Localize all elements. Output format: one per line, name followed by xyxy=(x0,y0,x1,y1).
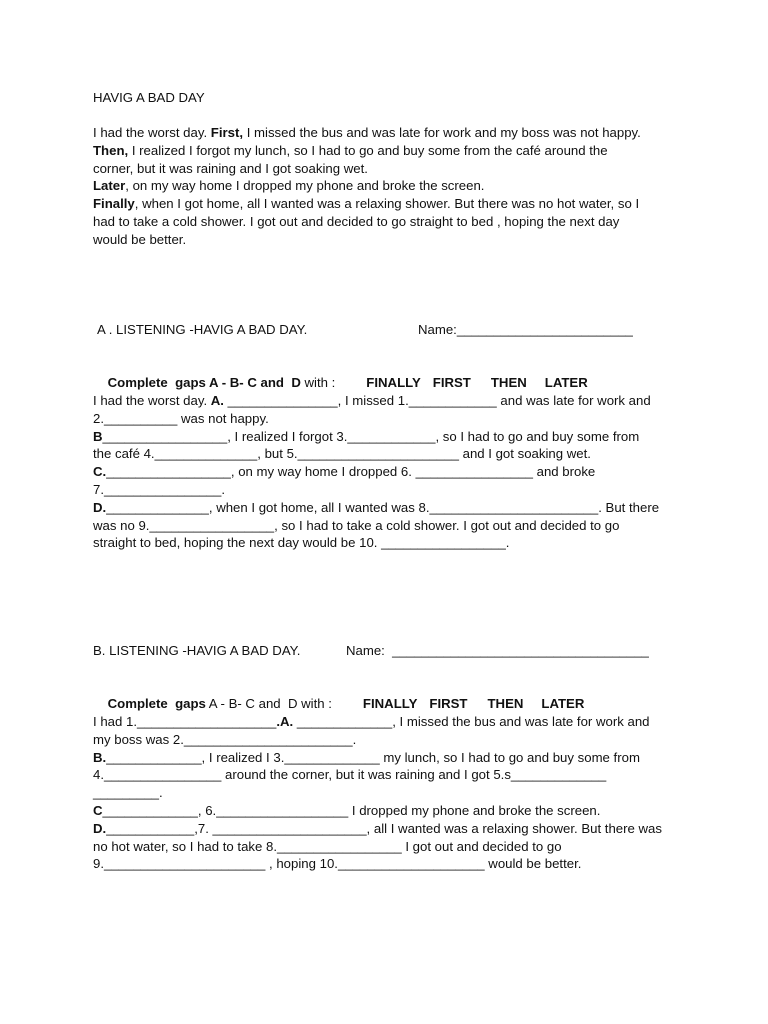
text-run: no hot water, so I had to take 8._________________ I got out and decided to go xyxy=(93,838,562,854)
text-run: _________________, on my way home I dropped 6. ________________ and broke xyxy=(106,464,596,480)
text-run: I missed the bus and was late for work and my boss was not happy. xyxy=(243,125,641,140)
text-line xyxy=(93,428,683,446)
text-run: ____________,7. _____________________, all I wanted was a relaxing shower. But there was xyxy=(106,820,662,836)
text-run: _______________, I missed 1.____________ and was late for work and xyxy=(223,393,651,408)
bold-text: C. xyxy=(93,464,107,480)
text-line xyxy=(93,445,683,463)
word-bank-item: FIRST xyxy=(429,695,468,711)
text-run: 4.________________ around the corner, but it was raining and I got 5.s_____________ xyxy=(93,767,607,783)
text-line xyxy=(93,499,683,517)
bold-text: D. xyxy=(93,820,107,836)
word-bank-item: FINALLY xyxy=(362,695,418,711)
instruction-rest: with : xyxy=(300,374,336,390)
bold-text: B xyxy=(93,428,103,444)
text-run: would be better. xyxy=(93,231,187,247)
word-bank-item: LATER xyxy=(541,695,585,711)
section-b-gap-text xyxy=(93,713,683,873)
text-line xyxy=(93,534,683,552)
text-run: I had the worst day. xyxy=(93,125,211,140)
text-line xyxy=(93,517,683,535)
text-run: 9.______________________ , hoping 10.____________________ would be better. xyxy=(93,856,582,872)
text-run: _________. xyxy=(93,785,163,801)
text-run: , when I got home, all I wanted was a relaxing shower. But there was no hot water, so I xyxy=(134,196,640,212)
word-bank-item: LATER xyxy=(544,374,588,390)
word-bank-item: THEN xyxy=(490,374,527,390)
text-line xyxy=(93,713,683,731)
text-line xyxy=(93,855,683,873)
bold-text: D. xyxy=(93,499,107,515)
text-run: I had 1.___________________ xyxy=(93,714,277,729)
text-line xyxy=(93,784,683,802)
text-run: _____________, 6.__________________ I dropped my phone and broke the screen. xyxy=(102,802,601,818)
text-run: the café 4.______________, but 5.______________________ and I got soaking wet. xyxy=(93,446,591,462)
bold-text: Later xyxy=(93,178,126,194)
text-run: 2.__________ was not happy. xyxy=(93,410,269,426)
text-run: ______________, when I got home, all I wanted was 8._______________________. But there xyxy=(106,499,660,515)
text-run: I had the worst day. xyxy=(93,393,211,408)
section-a-gap-text xyxy=(93,392,683,552)
text-line xyxy=(93,481,683,499)
text-run: 7.________________. xyxy=(93,481,226,497)
word-bank-item: FINALLY xyxy=(366,374,421,390)
text-run: straight to bed, hoping the next day would be 10. _________________. xyxy=(93,535,510,551)
bold-text: .A. xyxy=(276,714,294,729)
section-a-name-field: Name:________________________ xyxy=(418,322,633,337)
bold-text: C xyxy=(93,802,103,818)
text-line xyxy=(93,802,683,820)
text-line xyxy=(93,160,683,178)
bold-text: First, xyxy=(210,125,244,140)
word-bank-item: THEN xyxy=(487,695,524,711)
text-line xyxy=(93,177,683,195)
bold-text: Finally xyxy=(93,196,135,212)
word-bank-item: FIRST xyxy=(432,374,471,390)
text-line xyxy=(93,124,683,142)
instruction-bold: Complete gaps A - B- C and D xyxy=(107,374,301,390)
text-line xyxy=(93,766,683,784)
instruction-bold: Complete gaps xyxy=(107,695,206,711)
text-run: was no 9._________________, so I had to take a cold shower. I got out and decided to go xyxy=(93,517,620,533)
bold-text: Then, xyxy=(93,142,129,158)
text-run: , on my way home I dropped my phone and broke the screen. xyxy=(125,178,485,194)
text-line xyxy=(93,820,683,838)
text-run: my boss was 2._______________________. xyxy=(93,731,357,747)
text-line xyxy=(93,142,683,160)
text-line xyxy=(93,231,683,249)
text-line xyxy=(93,731,683,749)
text-line xyxy=(93,195,683,213)
page-title: HAVIG A BAD DAY xyxy=(93,90,205,105)
section-b-name-field: Name: ___________________________________ xyxy=(346,643,649,658)
section-b-heading: B. LISTENING -HAVIG A BAD DAY. xyxy=(93,643,301,658)
text-line xyxy=(93,392,683,410)
text-run: I realized I forgot my lunch, so I had to go and buy some from the café around the xyxy=(128,142,608,158)
section-a-heading: A . LISTENING -HAVIG A BAD DAY. xyxy=(97,322,308,337)
text-line xyxy=(93,838,683,856)
word-bank-b xyxy=(363,695,584,713)
instruction-rest: A - B- C and D with : xyxy=(205,695,332,711)
text-line xyxy=(93,213,683,231)
story-paragraph xyxy=(93,124,683,249)
bold-text: A. xyxy=(210,393,224,408)
text-run: _____________, I realized I 3._____________ my lunch, so I had to go and buy some from xyxy=(106,749,640,765)
text-line xyxy=(93,410,683,428)
text-line xyxy=(93,463,683,481)
text-run: corner, but it was raining and I got soaking wet. xyxy=(93,160,368,176)
text-run: _____________, I missed the bus and was late for work and xyxy=(293,714,650,729)
bold-text: B. xyxy=(93,749,107,765)
text-run: had to take a cold shower. I got out and decided to go straight to bed , hoping the next day xyxy=(93,213,620,229)
text-line xyxy=(93,749,683,767)
text-run: _________________, I realized I forgot 3.____________, so I had to go and buy some from xyxy=(102,428,640,444)
word-bank-a xyxy=(366,374,587,392)
